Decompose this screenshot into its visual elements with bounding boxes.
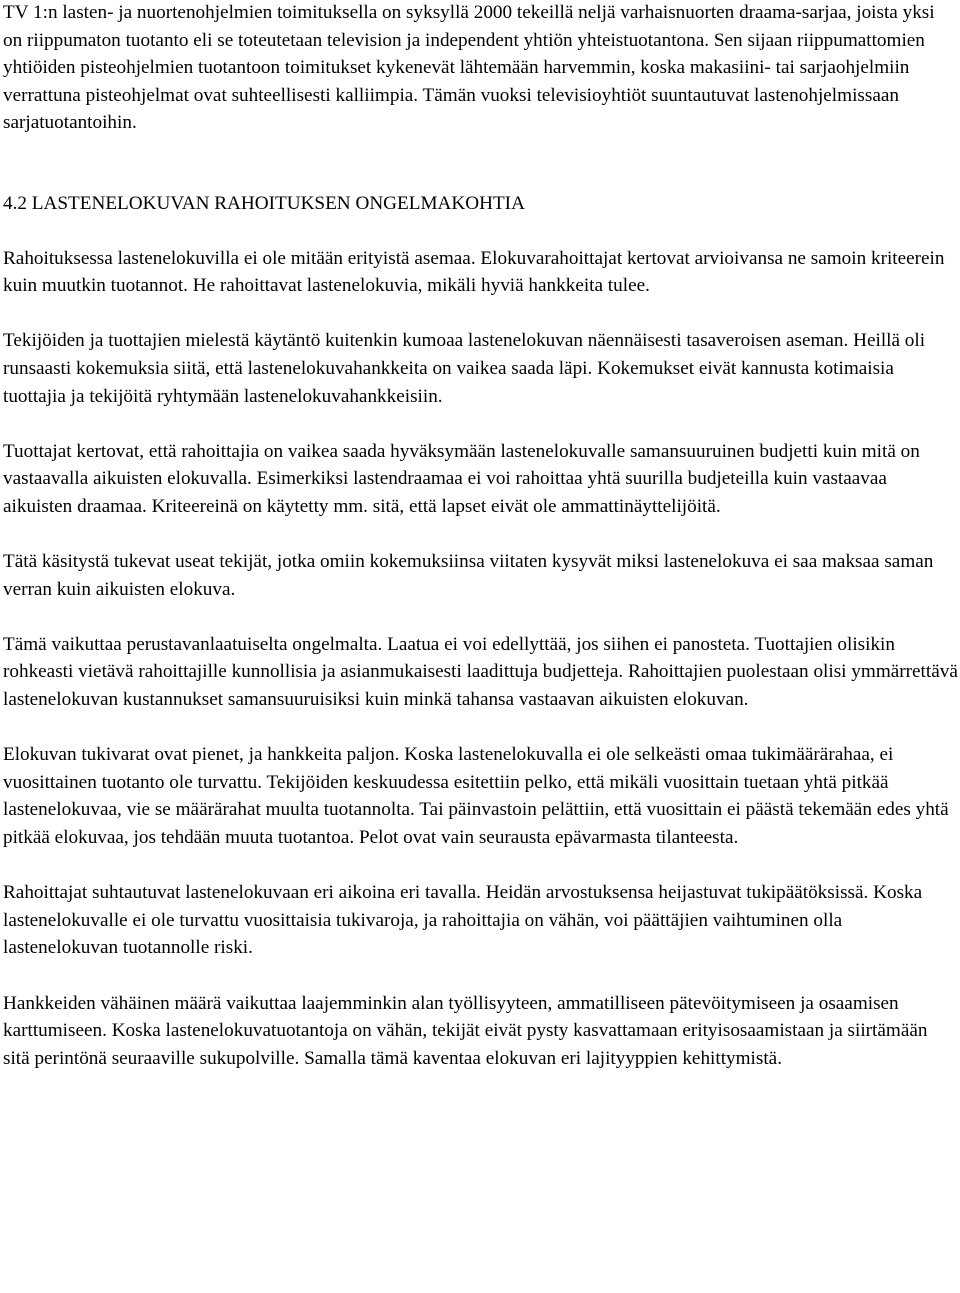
sentence: He rahoittavat lastenelokuvia, mikäli hyviä hankkeita tulee. xyxy=(192,275,650,297)
sentence: Kokemukset eivät kannusta kotimaisia tuottajia ja tekijöitä ryhtymään lastenelokuvahankkeisiin. xyxy=(3,357,894,407)
sentence: Koska lastenelokuvalle ei ole turvattu vuosittaisia tukivaroja, ja rahoittajia on vähän, voi päättäjien vaihtuminen olla lastenelokuvan tuotannolle riski. xyxy=(3,882,923,959)
sentence: Hankkeiden vähäinen määrä vaikuttaa laajemminkin alan työllisyyteen, ammatilliseen pätevöitymiseen ja osaamisen karttumiseen. xyxy=(3,992,899,1042)
sentence: Tuottajat kertovat, että rahoittajia on vaikea saada hyväksymään lastenelokuvalle samansuuruinen budjetti kuin mitä on vastaavalla aikuisten elokuvalla. xyxy=(3,440,920,490)
document-page xyxy=(3,0,958,1100)
sentence: Rahoittajat suhtautuvat lastenelokuvaan eri aikoina eri tavalla. xyxy=(3,882,481,904)
paragraph xyxy=(3,548,958,603)
sentence: Koska lastenelokuvalla ei ole selkeästi omaa tukimäärärahaa, ei vuosittainen tuotanto ole turvattu. xyxy=(3,744,894,793)
sentence: Tämä vaikuttaa perustavanlaatuiselta ongelmalta. xyxy=(3,633,383,655)
paragraph xyxy=(3,990,958,1073)
sentence: TV 1:n lasten- ja nuortenohjelmien toimituksella on syksyllä 2000 tekeillä neljä varhaisnuorten draama-sarjaa, joista yksi on riippumaton tuotanto eli se toteutetaan television ja independent yhtiön yhteistuotantona. xyxy=(3,2,935,51)
sentence: Tekijöiden ja tuottajien mielestä käytäntö kuitenkin kumoaa lastenelokuvan näennäisesti tasaveroisen aseman. xyxy=(3,330,849,352)
sentence: Tätä käsitystä tukevat useat tekijät, jotka omiin kokemuksiinsa viitaten kysyvät miksi lastenelokuva ei saa maksaa saman verran kuin aikuisten elokuva. xyxy=(3,551,934,600)
sentence: Rahoituksessa lastenelokuvilla ei ole mitään erityistä asemaa. xyxy=(3,247,476,269)
sentence: Rahoittajien puolestaan olisi ymmärrettävä lastenelokuvan kustannukset samansuuruisiksi kuin minkä tahansa vastaavan aikuisten elokuvan. xyxy=(3,661,958,711)
sentence: Esimerkiksi lastendraamaa ei voi rahoittaa yhtä suurilla budjeteilla kuin vastaavaa aikuisten draamaa. xyxy=(3,468,887,517)
sentence: Pelot ovat vain seurausta epävarmasta tilanteesta. xyxy=(358,827,739,849)
intro-paragraph xyxy=(3,0,958,137)
sentence: Elokuvan tukivarat ovat pienet, ja hankkeita paljon. xyxy=(3,744,400,766)
sentence: Tekijöiden keskuudessa esitettiin pelko, että mikäli vuosittain tuetaan yhtä pitkää lastenelokuvaa, vie se määrärahat muulta tuotannolta. xyxy=(3,771,889,821)
sentence: Heillä oli runsaasti kokemuksia siitä, että lastenelokuvahankkeita on vaikea saada läpi. xyxy=(3,330,926,379)
paragraph xyxy=(3,245,958,300)
sentence: Koska lastenelokuvatuotantoja on vähän, tekijät eivät pysty kasvattamaan erityisosaamistaan ja siirtämään sitä perintönä seuraaville sukupolville. xyxy=(3,1020,928,1069)
paragraph xyxy=(3,631,958,714)
paragraph xyxy=(3,879,958,962)
sentence: Tuottajien olisikin rohkeasti vietävä rahoittajille kunnollisia ja asianmukaisesti laadittuja budjetteja. xyxy=(3,633,895,683)
sentence: Tai päinvastoin pelättiin, että vuosittain ei päästä tekemään edes yhtä pitkää elokuvaa, jos tehdään muuta tuotantoa. xyxy=(3,799,949,849)
section-heading: 4.2 LASTENELOKUVAN RAHOITUKSEN ONGELMAKOHTIA xyxy=(3,192,525,214)
sentence: Kriteereinä on käytetty mm. sitä, että lapset eivät ole ammattinäyttelijöitä. xyxy=(151,495,721,517)
sentence: Heidän arvostuksensa heijastuvat tukipäätöksissä. xyxy=(485,882,869,904)
sentence: Sen sijaan riippumattomien yhtiöiden pisteohjelmien tuotantoon toimitukset kykenevät lähtemään harvemmin, koska makasiini- tai sarjaohjelmiin verrattuna pisteohjelmat ovat suhteellisesti kalliimpia. xyxy=(3,29,925,106)
paragraph xyxy=(3,327,958,410)
paragraph xyxy=(3,741,958,851)
sentence: Elokuvarahoittajat kertovat arvioivansa ne samoin kriteerein kuin muutkin tuotannot. xyxy=(3,247,945,297)
sentence: Laatua ei voi edellyttää, jos siihen ei panosteta. xyxy=(387,633,750,655)
sentence: Tämän vuoksi televisioyhtiöt suuntautuvat lastenohjelmissaan sarjatuotantoihin. xyxy=(3,84,899,134)
paragraph xyxy=(3,438,958,521)
sentence: Samalla tämä kaventaa elokuvan eri lajityyppien kehittymistä. xyxy=(304,1047,782,1069)
